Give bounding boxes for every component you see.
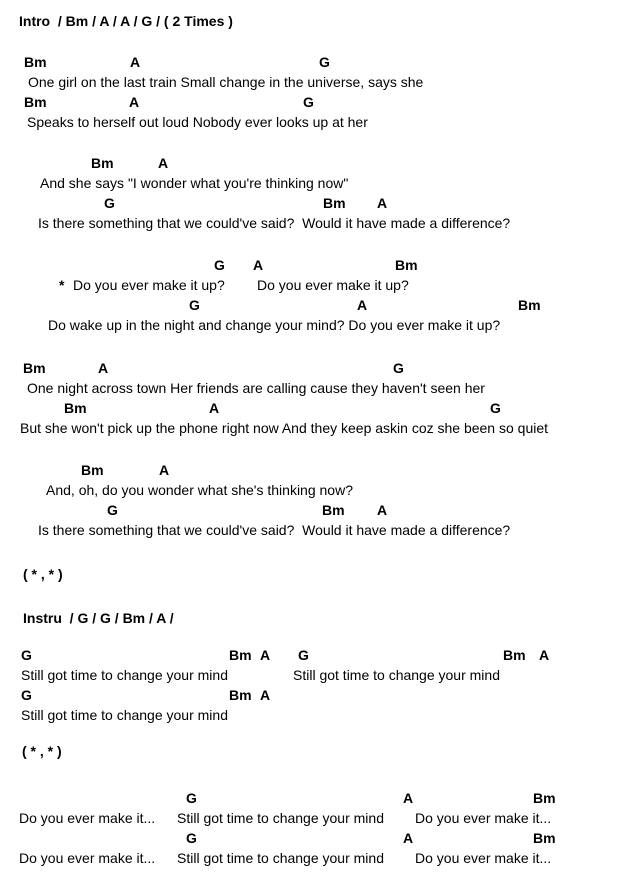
lyric-line bbox=[0, 380, 620, 397]
lyric-line bbox=[0, 215, 620, 232]
lyric-text: Do you ever make it... bbox=[19, 810, 156, 826]
chord-label: A bbox=[260, 687, 271, 703]
lyric-line bbox=[0, 482, 620, 499]
chords-line bbox=[0, 790, 620, 807]
chords-line bbox=[0, 257, 620, 274]
chord-label: G bbox=[107, 502, 118, 518]
chords-line bbox=[0, 687, 620, 704]
chords-line bbox=[0, 297, 620, 314]
lyric-line bbox=[0, 114, 620, 131]
chord-label: A bbox=[98, 360, 109, 376]
chords-line bbox=[0, 647, 620, 664]
chord-label: Bm bbox=[395, 257, 418, 273]
lyric-text: Still got time to change your mind bbox=[177, 850, 384, 866]
chord-label: G bbox=[104, 195, 115, 211]
lyric-text: Still got time to change your mind bbox=[177, 810, 384, 826]
chord-label: A bbox=[159, 462, 170, 478]
chord-label: A bbox=[403, 790, 414, 806]
lyric-text: Still got time to change your mind bbox=[293, 667, 500, 683]
chord-label: G bbox=[186, 830, 197, 846]
chord-label: A bbox=[209, 400, 220, 416]
lyric-line bbox=[0, 277, 620, 294]
lyric-line bbox=[0, 667, 620, 684]
chord-label: Bm bbox=[323, 195, 346, 211]
chords-line bbox=[0, 502, 620, 519]
chord-label: Bm bbox=[229, 687, 252, 703]
lyric-line bbox=[0, 850, 620, 867]
lyric-text: Do you ever make it... bbox=[415, 810, 552, 826]
chord-label: G bbox=[186, 790, 197, 806]
section-heading: ( * , * ) bbox=[22, 743, 62, 759]
heading-line bbox=[0, 610, 620, 627]
lyric-text: One night across town Her friends are calling cause they haven't seen her bbox=[27, 380, 485, 396]
chord-label: A bbox=[377, 195, 388, 211]
chord-label: A bbox=[253, 257, 264, 273]
chord-label: Bm bbox=[503, 647, 526, 663]
chord-label: G bbox=[21, 687, 32, 703]
heading-line bbox=[0, 566, 620, 583]
lyric-text: But she won't pick up the phone right now And they keep askin coz she been so quiet bbox=[20, 420, 549, 436]
lyric-line bbox=[0, 317, 620, 334]
lyric-text: One girl on the last train Small change in the universe, says she bbox=[28, 74, 424, 90]
lyric-line bbox=[0, 420, 620, 437]
lyric-text: Do you ever make it up? bbox=[257, 277, 409, 293]
chord-label: G bbox=[319, 54, 330, 70]
chords-line bbox=[0, 155, 620, 172]
chord-label: Bm bbox=[322, 502, 345, 518]
lyric-text: Speaks to herself out loud Nobody ever looks up at her bbox=[27, 114, 368, 130]
chord-label: A bbox=[357, 297, 368, 313]
chord-label: Bm bbox=[23, 360, 46, 376]
lyric-text: Still got time to change your mind bbox=[21, 667, 228, 683]
lyric-text: And she says "I wonder what you're thinking now" bbox=[40, 175, 349, 191]
lyric-line bbox=[0, 522, 620, 539]
heading-line bbox=[0, 743, 620, 760]
heading-line bbox=[0, 13, 620, 30]
chord-label: G bbox=[490, 400, 501, 416]
chord-label: Bm bbox=[533, 790, 556, 806]
lyric-text: Do you ever make it... bbox=[415, 850, 552, 866]
chord-label: G bbox=[21, 647, 32, 663]
chord-label: G bbox=[303, 94, 314, 110]
lyric-text: Do you ever make it... bbox=[19, 850, 156, 866]
chord-label: A bbox=[129, 94, 140, 110]
chord-label: Bm bbox=[24, 94, 47, 110]
lyric-text: Do wake up in the night and change your mind? Do you ever make it up? bbox=[48, 317, 501, 333]
lyric-line bbox=[0, 175, 620, 192]
chords-line bbox=[0, 462, 620, 479]
lyric-text: Do you ever make it up? bbox=[73, 277, 225, 293]
chord-label: Bm bbox=[24, 54, 47, 70]
chord-label: Bm bbox=[533, 830, 556, 846]
chord-label: A bbox=[377, 502, 388, 518]
lyric-line bbox=[0, 707, 620, 724]
chord-label: A bbox=[539, 647, 550, 663]
chord-label: Bm bbox=[229, 647, 252, 663]
chord-label: A bbox=[260, 647, 271, 663]
lyric-text: Still got time to change your mind bbox=[21, 707, 228, 723]
lyric-text: Is there something that we could've said? Would it have made a difference? bbox=[38, 215, 511, 231]
lyric-line bbox=[0, 810, 620, 827]
chords-line bbox=[0, 360, 620, 377]
section-heading: ( * , * ) bbox=[23, 566, 63, 582]
section-heading: Instru / G / G / Bm / A / bbox=[23, 610, 174, 626]
lyric-text: * bbox=[59, 277, 65, 293]
section-heading: Intro / Bm / A / A / G / ( 2 Times ) bbox=[19, 13, 233, 29]
chord-label: Bm bbox=[81, 462, 104, 478]
chord-label: Bm bbox=[64, 400, 87, 416]
lyric-line bbox=[0, 74, 620, 91]
chords-line bbox=[0, 94, 620, 111]
chords-line bbox=[0, 830, 620, 847]
chord-label: G bbox=[214, 257, 225, 273]
lyric-text: And, oh, do you wonder what she's thinking now? bbox=[46, 482, 353, 498]
chord-label: A bbox=[403, 830, 414, 846]
chords-line bbox=[0, 400, 620, 417]
chords-line bbox=[0, 54, 620, 71]
chord-label: G bbox=[298, 647, 309, 663]
chord-label: A bbox=[130, 54, 141, 70]
chord-label: G bbox=[189, 297, 200, 313]
chord-label: G bbox=[393, 360, 404, 376]
chord-label: Bm bbox=[518, 297, 541, 313]
chord-label: A bbox=[158, 155, 169, 171]
chord-label: Bm bbox=[91, 155, 114, 171]
chords-line bbox=[0, 195, 620, 212]
lyric-text: Is there something that we could've said? Would it have made a difference? bbox=[38, 522, 511, 538]
